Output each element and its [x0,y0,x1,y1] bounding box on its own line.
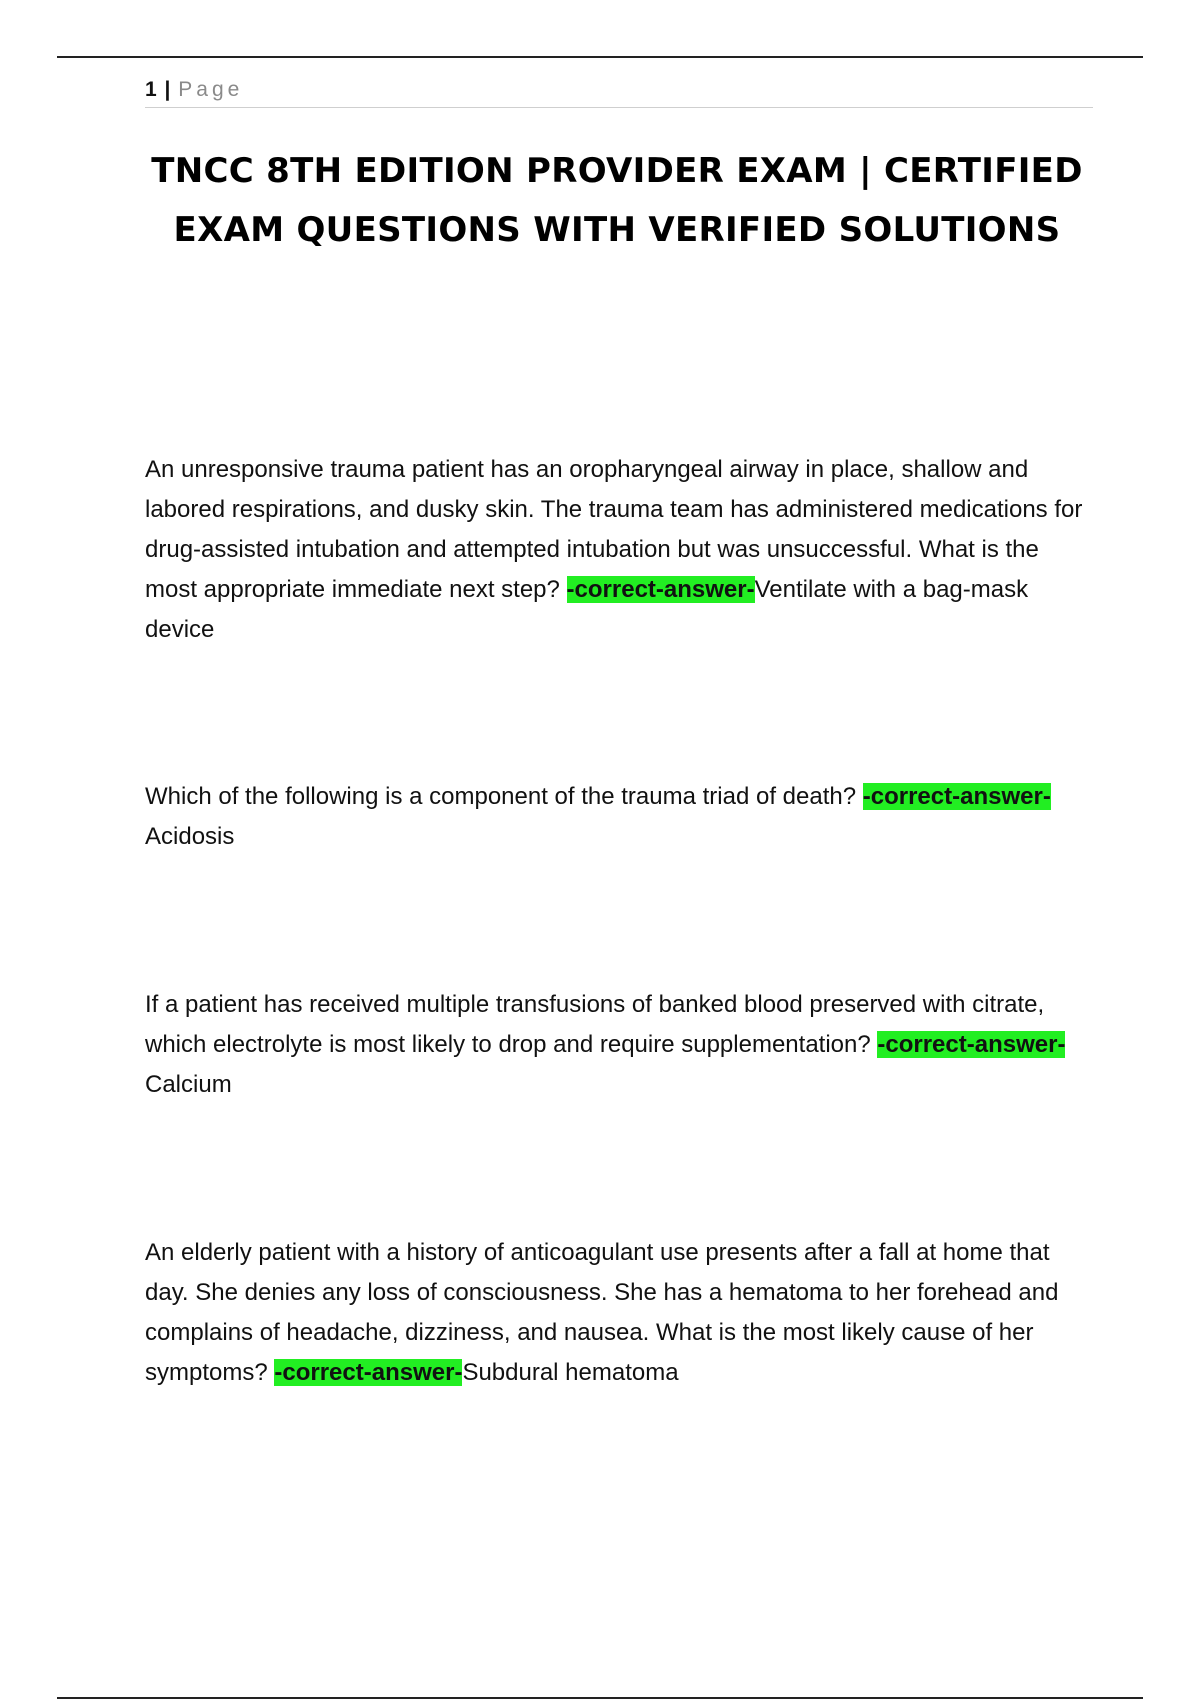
answer-text: Ventilate with a bag-mask device [145,576,1029,643]
page-header [145,74,1093,108]
qa-item [145,985,1090,1105]
answer-text: Calcium [145,1071,232,1098]
answer-text: Subdural hematoma [462,1359,679,1386]
document-title: TNCC 8TH EDITION PROVIDER EXAM | CERTIFIED EXAM QUESTIONS WITH VERIFIED SOLUTIONS [151,151,1083,250]
answer-text: Acidosis [145,823,235,850]
page-label: Page [178,78,244,101]
qa-item [145,777,1090,857]
question-text: An unresponsive trauma patient has an oropharyngeal airway in place, shallow and labored respirations, and dusky skin. The trauma team has administered medications for drug-assisted intubation and attempted intubation but was unsuccessful. What is the most appropriate immediate next step? [145,456,1083,603]
qa-item [145,1233,1090,1393]
qa-item [145,450,1090,650]
page-header-separator: | [164,78,171,101]
page-bottom-rule [57,1697,1143,1699]
correct-answer-marker: -correct-answer- [877,1031,1066,1058]
correct-answer-marker: -correct-answer- [274,1359,463,1386]
page-top-rule [57,56,1143,58]
question-text: An elderly patient with a history of anticoagulant use presents after a fall at home that day. She denies any loss of consciousness. She has a hematoma to her forehead and complains of headache, dizziness, and nausea. What is the most likely cause of her symptoms? [145,1239,1059,1386]
correct-answer-marker: -correct-answer- [862,783,1051,810]
correct-answer-marker: -correct-answer- [566,576,755,603]
page-number: 1 [145,78,157,101]
question-text: If a patient has received multiple transfusions of banked blood preserved with citrate, which electrolyte is most likely to drop and require supplementation? [145,991,1045,1058]
question-text: Which of the following is a component of the trauma triad of death? [145,783,863,810]
